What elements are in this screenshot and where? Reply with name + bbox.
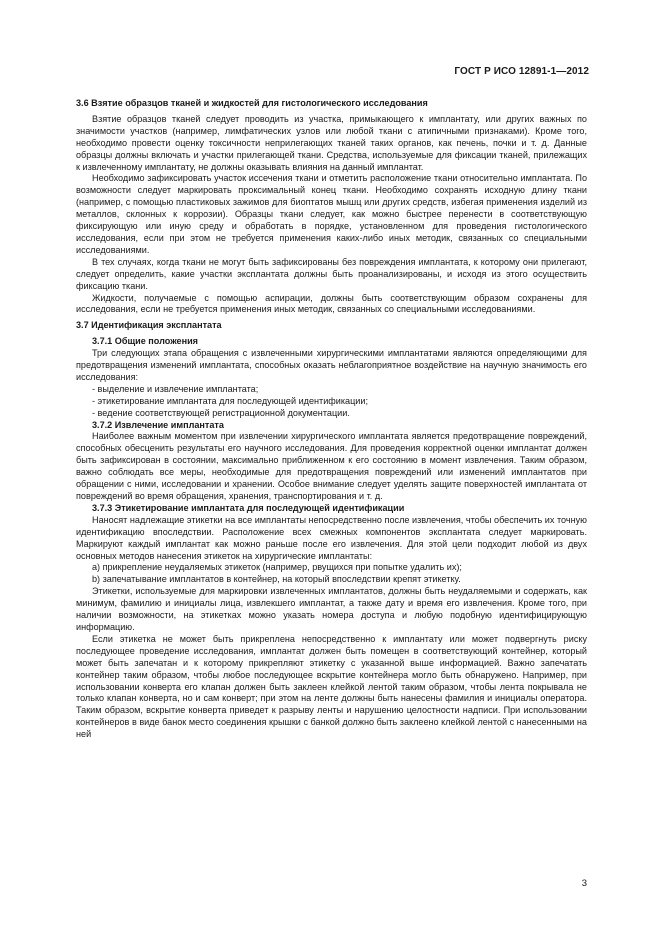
section-3-7-3-paragraph-2: Этикетки, используемые для маркировки извлеченных имплантатов, должны быть неудаляемыми и содержать, как минимум, фамилию и инициалы лица, извлекшего имплантат, а также дату и время его извлечения. Кроме того, при наличии возможности, на этикетках можно указать номера доступа и любую подобную идентифицирующую информацию. bbox=[76, 586, 587, 632]
standard-designation: ГОСТ Р ИСО 12891-1—2012 bbox=[454, 66, 589, 77]
list-item: - выделение и извлечение имплантата; bbox=[92, 383, 259, 394]
section-3-7-3-paragraph-3: Если этикетка не может быть прикреплена непосредственно к имплантату или может подвергнуть риску последующее проведение исследования, имплантат должен быть помещен в соответствующий контейнер, который может быть запечатан и к которому прикрепляют этикетку с указанной выше информацией. Важно запечатать контейнер таким образом, чтобы любое последующее вскрытие контейнера могло быть обнаружено. Например, при использовании конверта его клапан должен быть заклеен клейкой лентой таким образом, чтобы лента покрывала не только клапан конверта, но и сам конверт; при этом на ленте должны быть нанесены фамилия и инициалы оператора. Таким образом, вскрытие конверта приведет к разрыву ленты и нарушению целостности надписи. При использовании контейнеров в виде банок место соединения крышки с банкой должно быть заклеено клейкой лентой с нанесенными на ней bbox=[76, 633, 587, 740]
section-3-6-paragraph-2: Необходимо зафиксировать участок иссечения ткани и отметить расположение ткани относительно имплантата. По возможности следует маркировать проксимальный конец ткани. Необходимо сохранять исходную длину ткани (например, с помощью пластиковых зажимов для биоптатов мышц или других средств, избегая применения изделий из металлов, склонных к коррозии). Образцы ткани следует, как можно быстрее перенести в соответствующую фиксирующую или иную среду и обработать в порядке, установленном для проведения гистологического исследования, если при этом не требуется применения каких-либо иных методик, связанных со специальными исследованиями. bbox=[76, 173, 587, 255]
section-3-7-2-paragraph-1: Наиболее важным моментом при извлечении хирургического имплантата является предотвращение повреждений, способных обесценить результаты его научного исследования. Для проведения корректной оценки имплантат должен быть зафиксирован в состоянии, максимально приближенном к его состоянию в момент извлечения. Таким образом, важно соблюдать все меры, необходимые для предотвращения повреждений или изменений имплантатов при обращении с ними, исследовании и хранении. Особое внимание следует уделять защите поверхностей имплантата от повреждений во время обращения, хранения, транспортирования и т. д. bbox=[76, 431, 587, 501]
section-3-6-heading: 3.6 Взятие образцов тканей и жидкостей для гистологического исследования bbox=[76, 98, 428, 108]
section-3-7-3-heading: 3.7.3 Этикетирование имплантата для последующей идентификации bbox=[92, 502, 405, 513]
section-3-6-paragraph-4: Жидкости, получаемые с помощью аспирации, должны быть соответствующим образом сохранены для исследования, если не требуется применения иных методик, связанных со специальными исследованиями. bbox=[76, 292, 587, 315]
section-3-7-1-paragraph-1: Три следующих этапа обращения с извлеченными хирургическими имплантатами являются определяющими для предотвращения изменений имплантата, способных оказать неблагоприятное воздействие на научную значимость его исследования: bbox=[76, 348, 587, 382]
section-3-7-3-list bbox=[76, 562, 587, 586]
list-item: а) прикрепление неудаляемых этикеток (например, рвущихся при попытке удалить их); bbox=[92, 562, 462, 573]
page-number: 3 bbox=[581, 878, 587, 889]
list-item: - этикетирование имплантата для последующей идентификации; bbox=[92, 395, 368, 406]
section-3-7-1-list bbox=[76, 384, 587, 420]
section-3-7-3-paragraph-1: Наносят надлежащие этикетки на все имплантаты непосредственно после извлечения, чтобы обеспечить их точную идентификацию впоследствии. Расположение всех смежных компонентов эксплантата следует маркировать. Маркируют каждый имплантат как можно раньше после его извлечения. Для этой цели подходит любой из двух основных методов нанесения этикеток на хирургические имплантаты: bbox=[76, 514, 587, 561]
page-content bbox=[76, 98, 587, 741]
list-item: - ведение соответствующей регистрационной документации. bbox=[92, 407, 350, 418]
section-3-7-2-heading: 3.7.2 Извлечение имплантата bbox=[92, 419, 224, 430]
section-3-7-1-heading: 3.7.1 Общие положения bbox=[92, 336, 198, 347]
section-3-6-paragraph-1: Взятие образцов тканей следует проводить из участка, примыкающего к имплантату, или других важных по значимости участков (например, лимфатических узлов или любой ткани с атипичными признаками). Кроме того, необходимо провести оценку токсичности неприлегающих тканей таких органов, как печень, почки и т. д. Данные образцы должны включать и участки прилегающей ткани. Средства, используемые для фиксации тканей, прилежащих к извлеченному имплантату, не должны оказывать влияния на данный имплантат. bbox=[76, 113, 587, 172]
section-3-7-heading: 3.7 Идентификация эксплантата bbox=[76, 320, 222, 331]
section-3-6-paragraph-3: В тех случаях, когда ткани не могут быть зафиксированы без повреждения имплантата, к которому они прилегают, следует определить, какие участки эксплантата должны быть проанализированы, и исходя из этого осуществить фиксацию ткани. bbox=[76, 256, 587, 291]
list-item: b) запечатывание имплантатов в контейнер, на который впоследствии крепят этикетку. bbox=[92, 574, 461, 585]
